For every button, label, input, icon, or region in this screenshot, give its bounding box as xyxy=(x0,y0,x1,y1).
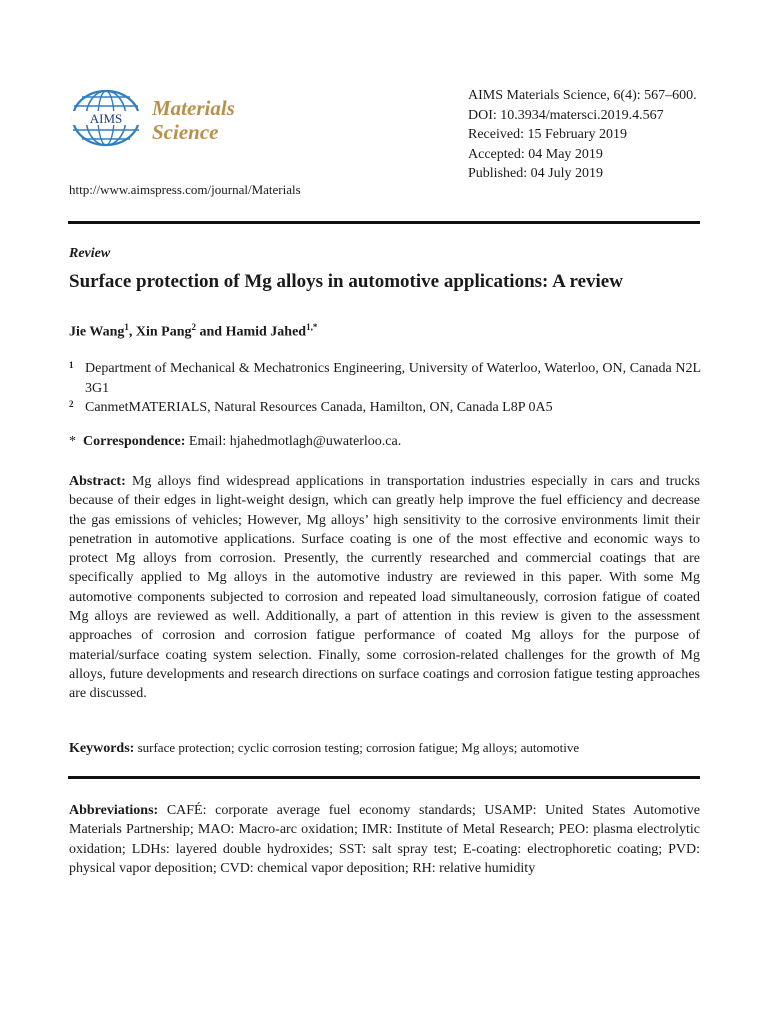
author-affil-sup: 2 xyxy=(191,322,196,332)
author-affil-sup: 1 xyxy=(124,322,129,332)
author-name: Hamid Jahed xyxy=(225,324,307,340)
affiliation-number: 2 xyxy=(69,399,74,409)
abbreviations xyxy=(69,801,700,878)
article-type: Review xyxy=(69,246,111,261)
abstract-divider xyxy=(68,776,700,779)
citation: AIMS Materials Science, 6(4): 567–600. xyxy=(468,88,697,103)
author-separator: , xyxy=(128,324,136,340)
journal-name-line1: Materials xyxy=(152,96,235,120)
journal-name xyxy=(152,96,235,144)
affiliation-number: 1 xyxy=(69,360,74,370)
journal-url-link[interactable]: http://www.aimspress.com/journal/Materials xyxy=(69,182,301,197)
abstract-text: Mg alloys find widespread applications in transportation industries especially in cars and trucks because of their edges in light-weight design, which can greatly help improve the fuel efficiency and decrease the gas emissions of vehicles; However, Mg alloys’ high sensitivity to the corrosive environments limit their penetration in automotive applications. Surface coating is one of the most effective and economic ways to protect Mg alloys from corrosion. Presently, the currently researched and commercial coatings that are specifically applied to Mg alloys in the automotive industry are reviewed in this paper. With some Mg automotive components subjected to corrosion and repeated load simultaneously, corrosion fatigue of coated Mg alloys are reviewed as well. Additionally, a part of attention in this review is given to the assessment approaches of corrosion and corrosion fatigue performance of coated Mg alloys for the purpose of material/surface coating system selection. Finally, some corrosion-related challenges for the growth of Mg alloys, future developments and research directions on surface coatings and corrosion fatigue testing approaches are discussed. xyxy=(69,474,700,702)
author-separator: and xyxy=(196,324,226,340)
abstract xyxy=(69,472,700,704)
affiliation-text: CanmetMATERIALS, Natural Resources Canada, Hamilton, ON, Canada L8P 0A5 xyxy=(85,400,553,415)
journal-name-line2: Science xyxy=(152,120,219,144)
affiliation-text: Department of Mechanical & Mechatronics Engineering, University of Waterloo, Waterloo, ON, Canada N2L 3G1 xyxy=(85,361,701,396)
correspondence-label: Correspondence: xyxy=(83,434,186,449)
affiliation-1 xyxy=(69,359,701,398)
affiliation-2 xyxy=(69,398,701,418)
article-title: Surface protection of Mg alloys in automotive applications: A review xyxy=(69,271,623,292)
keywords-label: Keywords: xyxy=(69,741,135,756)
abbreviations-text: CAFÉ: corporate average fuel economy standards; USAMP: United States Automotive Materials Partnership; MAO: Macro-arc oxidation; IMR: Institute of Metal Research; PEO: plasma electrolytic oxidation; LDHs: layered double hydroxides; SST: salt spray test; E-coating: electrophoretic coating; PVD: physical vapor deposition; CVD: chemical vapor deposition; RH: relative humidity xyxy=(69,803,700,876)
received-date: Received: 15 February 2019 xyxy=(468,127,628,142)
article-meta xyxy=(468,86,697,184)
abbreviations-label: Abbreviations: xyxy=(69,803,159,818)
doi[interactable]: DOI: 10.3934/matersci.2019.4.567 xyxy=(468,107,664,123)
keywords xyxy=(69,738,700,758)
accepted-date: Accepted: 04 May 2019 xyxy=(468,146,603,162)
published-date: Published: 04 July 2019 xyxy=(468,166,603,181)
abstract-label: Abstract: xyxy=(69,474,126,489)
correspondence-email[interactable]: Email: hjahedmotlagh@uwaterloo.ca. xyxy=(185,434,402,449)
logo-globe-text: AIMS xyxy=(89,111,123,126)
correspondence xyxy=(69,434,401,450)
correspondence-marker: * xyxy=(69,434,76,449)
keywords-text: surface protection; cyclic corrosion testing; corrosion fatigue; Mg alloys; automotive xyxy=(134,740,580,755)
header-divider xyxy=(68,221,700,224)
author-name: Xin Pang xyxy=(135,324,192,340)
aims-globe-logo xyxy=(70,88,142,148)
author-list xyxy=(69,322,317,341)
author-name: Jie Wang xyxy=(69,324,125,340)
author-affil-sup: 1,* xyxy=(306,322,318,332)
